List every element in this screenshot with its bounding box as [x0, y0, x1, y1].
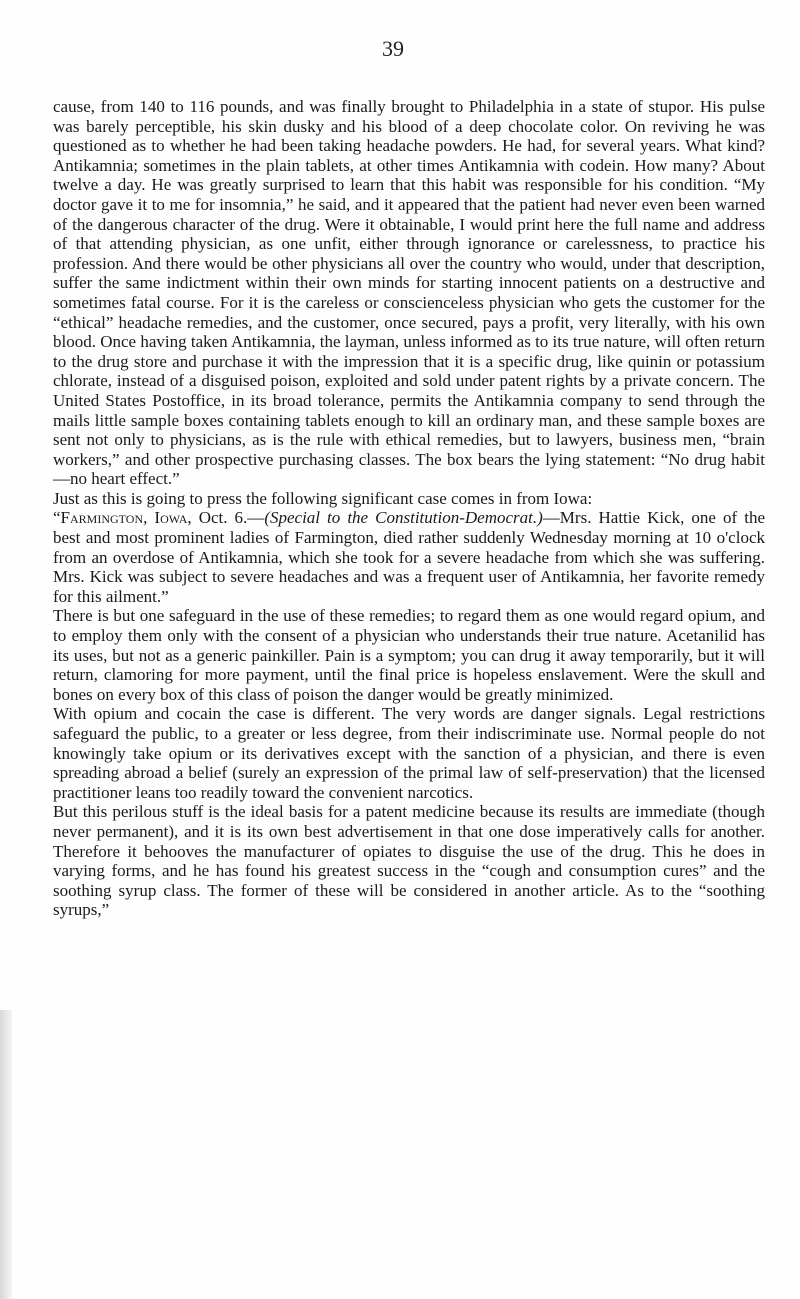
news-quote-text: Mrs. Hattie Kick, one of the best and most prominent ladies of Farmington, died rather suddenly Wednesday morning at 10 o'clock from an overdose of Antikamnia, which she took for a severe headache from which she was suffering. Mrs. Kick was subject to severe headaches and was a frequent user of Antikamnia, her favorite remedy for this ailment.” [53, 508, 766, 606]
dateline-place: “Farmington, Iowa [53, 508, 188, 528]
paragraph-4: There is but one safeguard in the use of these remedies; to regard them as one would regard opium, and to employ them only with the consent of a physician who understands their true nature. Acetanilid has its uses, but not as a generic painkiller. Pain is a symptom; you can drug it away temporarily, but it will return, clamoring for more payment, until the final price is hopeless enslavement. Were the skull and bones on every box of this class of poison the danger would be greatly minimized. [53, 606, 765, 704]
paragraph-1: cause, from 140 to 116 pounds, and was finally brought to Philadelphia in a state of stupor. His pulse was barely perceptible, his skin dusky and his blood of a deep chocolate color. On reviving he was questioned as to whether he had been taking headache powders. He had, for several years. What kind? Antikamnia; sometimes in the plain tablets, at other times Antikamnia with codein. How many? About twelve a day. He was greatly surprised to learn that this habit was responsible for his condition. “My doctor gave it to me for insomnia,” he said, and it appeared that the patient had never even been warned of the dangerous character of the drug. Were it obtainable, I would print here the full name and address of that attending physician, as one unfit, either through ignorance or carelessness, to practice his profession. And there would be other physicians all over the country who would, under that description, suffer the same indictment within their own minds for starting innocent patients on a destructive and sometimes fatal course. For it is the careless or conscienceless physician who gets the customer for the “ethical” headache remedies, and the customer, once secured, pays a profit, very literally, with his own blood. Once having taken Antikamnia, the layman, unless informed as to its true nature, will often return to the drug store and purchase it with the impression that it is a specific drug, like quinin or potassium chlorate, instead of a disguised poison, exploited and sold under patent rights by a private concern. The United States Postoffice, in its broad tolerance, permits the Antikamnia company to send through the mails little sample boxes containing tablets enough to kill an ordinary man, and these sample boxes are sent not only to physicians, as is the rule with ethical remedies, but to lawyers, business men, “brain workers,” and other prospective purchasing classes. The box bears the lying statement: “No drug habit—no heart effect.” [53, 97, 765, 489]
paragraph-2: Just as this is going to press the following significant case comes in from Iowa: [53, 488, 593, 508]
body-text [53, 97, 765, 920]
news-quote [53, 508, 765, 606]
paragraph-6: But this perilous stuff is the ideal basis for a patent medicine because its results are immediate (though never permanent), and it is its own best advertisement in that one dose imperatively calls for another. Therefore it behooves the manufacturer of opiates to disguise the use of the drug. This he does in varying forms, and he has found his greatest success in the “cough and consumption cures” and the soothing syrup class. The former of these will be considered in another article. As to the “soothing syrups,” [53, 802, 765, 920]
paragraph-5: With opium and cocain the case is different. The very words are danger signals. Legal restrictions safeguard the public, to a greater or less degree, from their indiscriminate use. Normal people do not knowingly take opium or its derivatives except with the sanction of a physician, and there is even spreading abroad a belief (surely an expression of the primal law of self-preservation) that the licensed practitioner leans too readily toward the convenient narcotics. [53, 704, 765, 802]
dateline-dash: — [542, 508, 560, 528]
page-number: 39 [382, 36, 404, 61]
dateline-date: , Oct. 6.— [187, 508, 265, 528]
dateline-source: (Special to the Constitution-Democrat.) [264, 508, 543, 528]
binding-edge-shadow [0, 1010, 12, 1299]
